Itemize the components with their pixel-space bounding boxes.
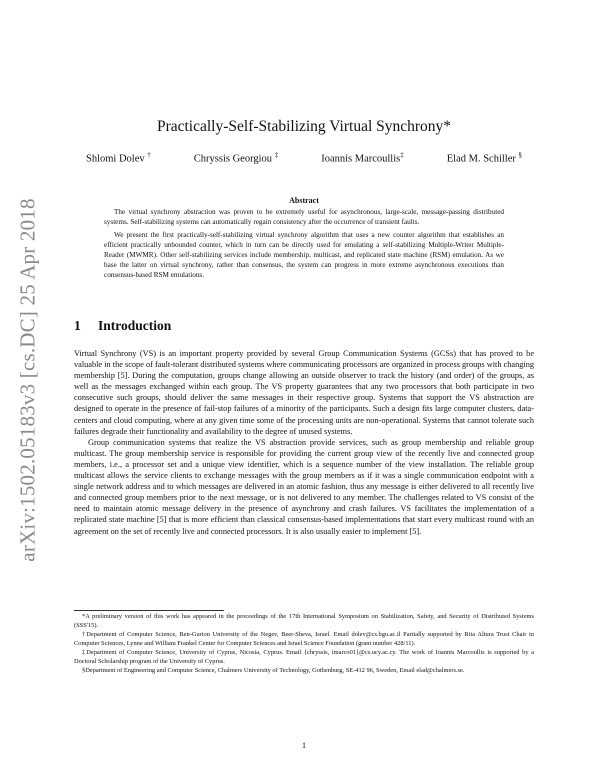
abstract-paragraph: We present the first practically-self-stabilizing virtual synchrony algorithm that uses a new counter algorithm that establishes an efficient practically unbounded counter, which in turn can be directly used for emulating a self-stabilizing Multiple-Writer Multiple-Reader (MWMR). Other self-stabilizing services include membership, multicast, and replicated state machine (RSM) emulation. As we base the latter on virtual synchrony, rather than consensus, the system can progress in more extreme asynchronous executions than consensus-based RSM emulations. (104, 231, 504, 279)
footnote: §Department of Engineering and Computer Science, Chalmers University of Technology, Gothenburg, SE-412 96, Sweden, Email elad@chalmers.se. (82, 667, 465, 674)
footnote: ‡Department of Computer Science, University of Cyprus, Nicosia, Cyprus. Email {chryssis, imarco01}@cs.ucy.ac.cy. The work of Ioannis Marcoullis is supported by a Doctoral Scholarship program of the University of Cyprus. (74, 649, 534, 665)
section-heading (74, 318, 171, 334)
paper-title: Practically-Self-Stabilizing Virtual Synchrony* (156, 118, 452, 135)
abstract-heading: Abstract (289, 196, 319, 205)
author: Ioannis Marcoullis‡ (321, 151, 404, 165)
author: Elad M. Schiller § (446, 151, 522, 165)
author: Shlomi Dolev † (86, 151, 151, 165)
page-number: 1 (301, 740, 307, 750)
abstract-paragraph: The virtual synchrony abstraction was proven to be extremely useful for asynchronous, large-scale, message-passing distributed systems. Self-stabilizing systems can automatically regain consistency after the occurrence of transient faults. (104, 208, 504, 226)
author-list (74, 151, 534, 165)
arxiv-identifier: arXiv:1502.05183v3 [cs.DC] 25 Apr 2018 (15, 198, 40, 562)
section-title: Introduction (98, 318, 172, 333)
footnotes (74, 613, 534, 677)
footnote-rule (74, 610, 224, 611)
author: Chryssis Georgiou ‡ (193, 151, 279, 165)
footnote: *A preliminary version of this work has appeared in the proceedings of the 17th International Symposium on Stabilization, Safety, and Security of Distributed Systems (SSS'15). (74, 613, 534, 629)
arxiv-stamp (8, 170, 48, 590)
section-number: 1 (74, 318, 81, 333)
abstract-text (104, 207, 504, 283)
footnote: †Department of Computer Science, Ben-Gurion University of the Negev, Beer-Sheva, Israel. Email dolev@cs.bgu.ac.il Partially supported by Rita Altura Trust Chair in Computer Sciences, Lynne and William Frankel Center for Computer Sciences and Israel Science Foundation (grant number 428/11). (74, 631, 534, 647)
body-paragraph: Virtual Synchrony (VS) is an important property provided by several Group Communication Systems (GCSs) that has proved to be valuable in the scope of fault-tolerant distributed systems where communicating processors are organized in process groups with changing membership [5]. During the computation, groups change allowing an outside observer to track the history (and order) of the groups, as well as the messages exchanged within each group. The VS property guarantees that any two processors that both participate in two consecutive such groups, should deliver the same messages in their respective group. Systems that support the VS abstraction are designed to operate in the presence of fail-stop failures of a minority of the participants. Such a design fits large computer clusters, data-centers and cloud computing, where at any given time some of the processing units are non-operational. Systems that cannot tolerate such failures degrade their functionality and availability to the degree of unused systems. (74, 349, 534, 436)
body-text (74, 348, 534, 537)
body-paragraph: Group communication systems that realize the VS abstraction provide services, such as group membership and reliable group multicast. The group membership service is responsible for providing the current group view of the recently live and connected group members, i.e., a processor set and a unique view identifier, which is a sequence number of the view installation. The reliable group multicast allows the service clients to exchange messages with the group members as if it was a single communication endpoint with a single network address and to which messages are delivered in an atomic fashion, thus any message is either delivered to all recently live and connected group members prior to the next message, or is not delivered to any member. The challenges related to VS consist of the need to maintain atomic message delivery in the presence of asynchrony and crash failures. VS facilitates the implementation of a replicated state machine [5] that is more efficient than classical consensus-based implementations that start every multicast round with an agreement on the set of recently live and connected processors. It is also usually easier to implement [5]. (74, 437, 534, 536)
